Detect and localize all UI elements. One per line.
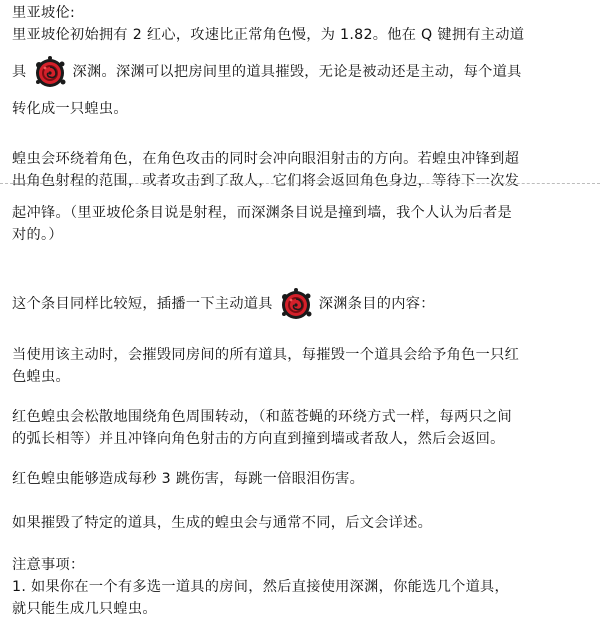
locust-line-1: 蝗虫会环绕着角色，在角色攻击的同时会冲向眼泪射击的方向。若蝗虫冲锋到超 xyxy=(12,151,520,167)
page-break-divider xyxy=(0,183,600,184)
character-heading: 里亚坡伦: xyxy=(12,5,76,21)
intro-line-3: 转化成一只蝗虫。 xyxy=(12,101,128,117)
insert-line-suffix: 深渊条目的内容： xyxy=(318,296,435,312)
notes-title: 注意事项： xyxy=(12,557,85,573)
damage-line: 红色蝗虫能够造成每秒 3 跳伤害，每跳一倍眼泪伤害。 xyxy=(12,471,365,487)
locust-paragraph xyxy=(12,148,600,246)
damage-paragraph xyxy=(12,468,600,490)
intro-line-3-block xyxy=(12,98,600,120)
intro-line-2 xyxy=(12,52,600,92)
red-locust-line-1: 红色蝗虫会松散地围绕角色周围转动，（和蓝苍蝇的环绕方式一样，每两只之间 xyxy=(12,409,512,425)
abyss-item-icon xyxy=(279,287,313,321)
insert-line xyxy=(12,284,600,324)
use-paragraph xyxy=(12,344,600,388)
red-locust-paragraph xyxy=(12,406,600,450)
notes-item-1-line-1: 1. 如果你在一个有多选一道具的房间，然后直接使用深渊，你能选几个道具， xyxy=(12,579,510,595)
heading-block xyxy=(12,2,600,46)
insert-line-prefix: 这个条目同样比较短，插播一下主动道具 xyxy=(12,296,273,312)
intro-line-2-prefix: 具 xyxy=(12,64,27,80)
locust-line-2: 出角色射程的范围，或者攻击到了敌人，它们将会返回角色身边，等待下一次发 xyxy=(12,173,520,189)
notes-section xyxy=(12,554,600,620)
use-line-2: 色蝗虫。 xyxy=(12,369,70,385)
use-line-1: 当使用该主动时，会摧毁同房间的所有道具，每摧毁一个道具会给予角色一只红 xyxy=(12,347,520,363)
special-paragraph xyxy=(12,512,600,534)
intro-line-2-suffix: 深渊。深渊可以把房间里的道具摧毁，无论是被动还是主动，每个道具 xyxy=(72,64,522,80)
locust-line-4: 对的。） xyxy=(12,227,63,243)
special-line: 如果摧毁了特定的道具，生成的蝗虫会与通常不同，后文会详述。 xyxy=(12,515,433,531)
abyss-item-icon xyxy=(33,55,67,89)
notes-item-1-line-2: 就只能生成几只蝗虫。 xyxy=(12,601,157,617)
locust-line-3: 起冲锋。（里亚坡伦条目说是射程，而深渊条目说是撞到墙，我个人认为后者是 xyxy=(12,205,512,221)
red-locust-line-2: 的弧长相等）并且冲锋向角色射击的方向直到撞到墙或者敌人，然后会返回。 xyxy=(12,431,505,447)
intro-line-1: 里亚坡伦初始拥有 2 红心，攻速比正常角色慢，为 1.82。他在 Q 键拥有主动道 xyxy=(12,27,525,43)
